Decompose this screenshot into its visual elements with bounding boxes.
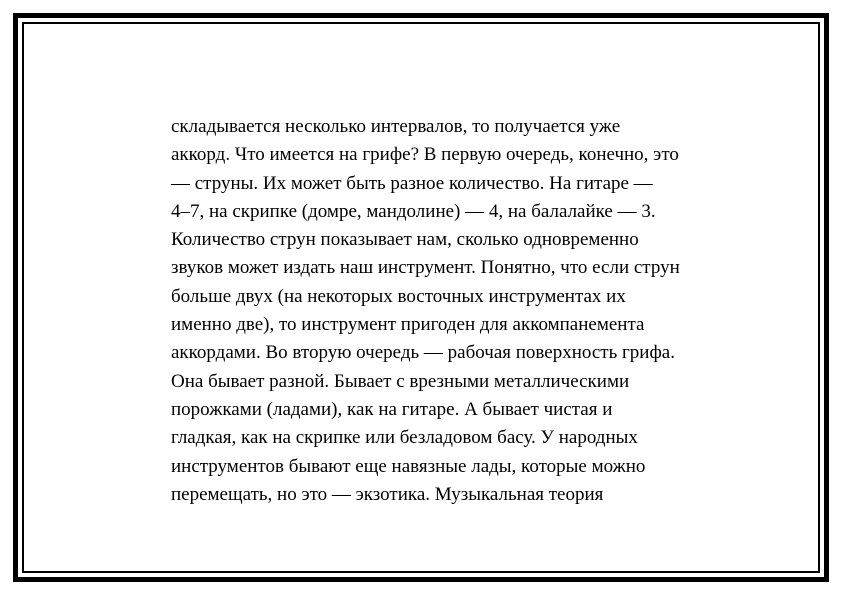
text-line: гладкая, как на скрипке или безладовом басу. У народных [171,427,638,449]
text-line: перемещать, но это — экзотика. Музыкальная теория [171,483,604,505]
text-line: — струны. Их может быть разное количество. На гитаре — [171,172,653,194]
body-text [171,113,731,509]
text-line: звуков может издать наш инструмент. Понятно, что если струн [171,257,680,279]
text-line: 4–7, на скрипке (домре, мандолине) — 4, на балалайке — 3. [171,200,656,222]
text-line: аккорд. Что имеется на грифе? В первую очередь, конечно, это [171,144,679,166]
text-line: инструментов бывают еще навязные лады, которые можно [171,455,646,477]
text-line: больше двух (на некоторых восточных инструментах их [171,285,626,307]
text-line: складывается несколько интервалов, то получается уже [171,116,621,137]
text-line: аккордами. Во вторую очередь — рабочая поверхность грифа. [171,342,675,364]
text-line: порожками (ладами), как на гитаре. А бывает чистая и [171,398,613,420]
text-line: именно две), то инструмент пригоден для аккомпанемента [171,314,645,336]
text-line: Она бывает разной. Бывает с врезными металлическими [171,370,630,392]
text-line: Количество струн показывает нам, сколько одновременно [171,229,639,251]
